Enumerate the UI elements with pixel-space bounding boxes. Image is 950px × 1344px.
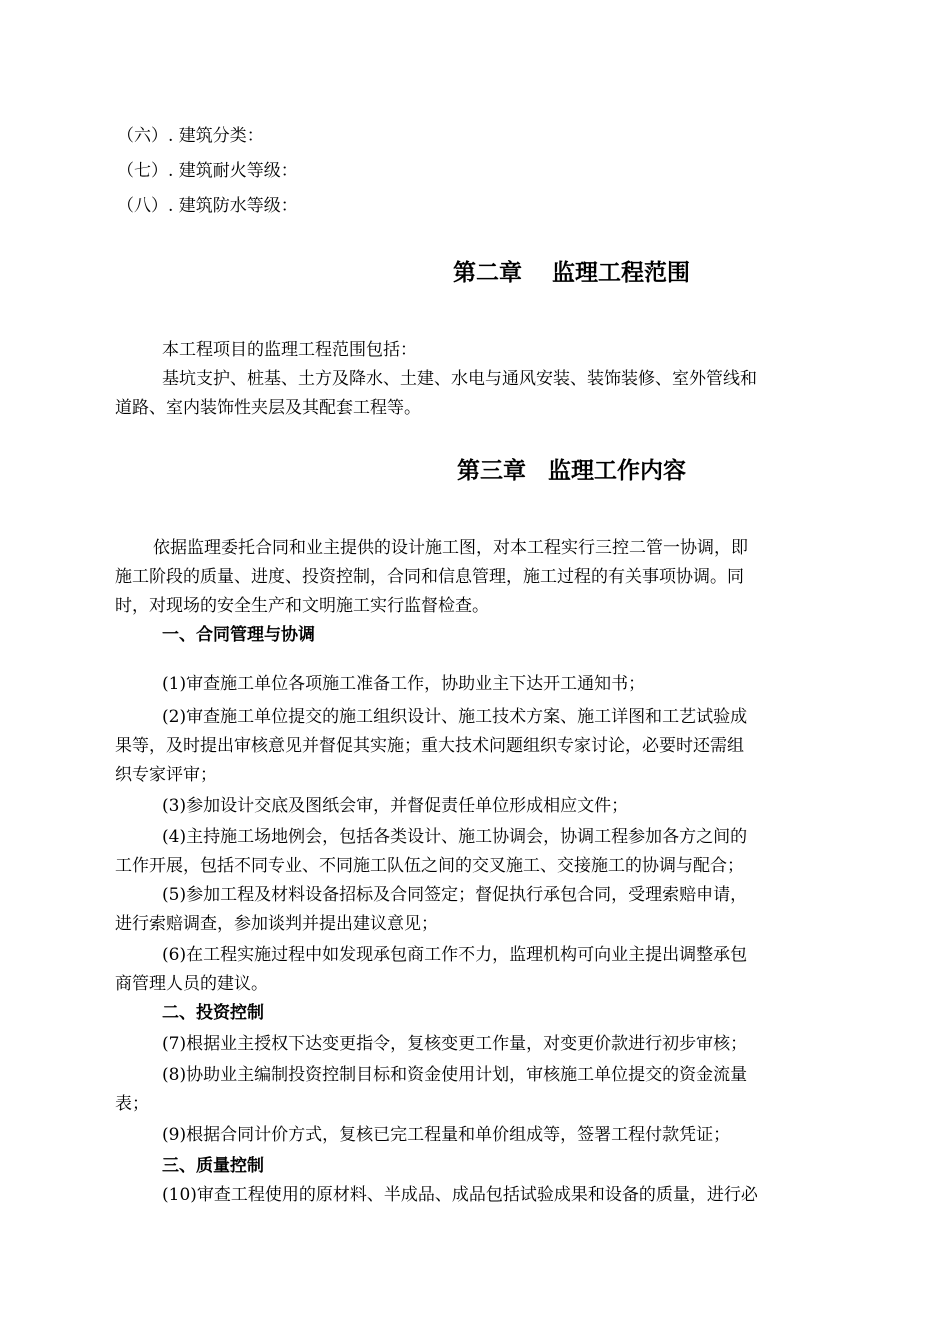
list-item-line: 果等，及时提出审核意见并督促其实施；重大技术问题组织专家讨论，必要时还需组 bbox=[115, 736, 744, 756]
list-item-line: (8)协助业主编制投资控制目标和资金使用计划，审核施工单位提交的资金流量 bbox=[162, 1065, 748, 1085]
list-item-line: (1)审查施工单位各项施工准备工作，协助业主下达开工通知书； bbox=[162, 674, 646, 694]
chapter2-line: 道路、室内装饰性夹层及其配套工程等。 bbox=[115, 398, 421, 418]
list-item-line: (10)审查工程使用的原材料、半成品、成品包括试验成果和设备的质量，进行必 bbox=[162, 1185, 758, 1205]
chapter3-heading bbox=[457, 456, 686, 486]
chapter2-title: 监理工程范围 bbox=[552, 260, 690, 286]
intro-item-8: （八）. 建筑防水等级： bbox=[117, 196, 298, 216]
section-heading-quality: 三、质量控制 bbox=[162, 1156, 264, 1176]
list-item-line: (4)主持施工场地例会，包括各类设计、施工协调会，协调工程参加各方之间的 bbox=[162, 827, 748, 847]
list-item-line: (3)参加设计交底及图纸会审，并督促责任单位形成相应文件； bbox=[162, 796, 629, 816]
chapter3-number: 第三章 bbox=[457, 458, 526, 484]
chapter2-line: 本工程项目的监理工程范围包括： bbox=[162, 340, 417, 360]
chapter3-intro-line: 时，对现场的安全生产和文明施工实行监督检查。 bbox=[115, 596, 489, 616]
section-heading-contract: 一、合同管理与协调 bbox=[162, 625, 315, 645]
section-heading-investment: 二、投资控制 bbox=[162, 1003, 264, 1023]
list-item-line: 工作开展，包括不同专业、不同施工队伍之间的交叉施工、交接施工的协调与配合； bbox=[115, 856, 744, 876]
list-item-line: 商管理人员的建议。 bbox=[115, 974, 268, 994]
list-item-line: (5)参加工程及材料设备招标及合同签定；督促执行承包合同，受理索赔申请， bbox=[162, 885, 748, 905]
list-item-line: (2)审查施工单位提交的施工组织设计、施工技术方案、施工详图和工艺试验成 bbox=[162, 707, 748, 727]
chapter3-intro-line: 施工阶段的质量、进度、投资控制，合同和信息管理，施工过程的有关事项协调。同 bbox=[115, 567, 744, 587]
list-item-line: 表； bbox=[115, 1094, 149, 1114]
list-item-line: (7)根据业主授权下达变更指令，复核变更工作量，对变更价款进行初步审核； bbox=[162, 1034, 748, 1054]
list-item-line: 进行索赔调查，参加谈判并提出建议意见； bbox=[115, 914, 438, 934]
chapter3-intro-line: 依据监理委托合同和业主提供的设计施工图，对本工程实行三控二管一协调，即 bbox=[153, 538, 748, 558]
chapter2-line: 基坑支护、桩基、土方及降水、土建、水电与通风安装、装饰装修、室外管线和 bbox=[162, 369, 757, 389]
chapter3-title: 监理工作内容 bbox=[548, 458, 686, 484]
list-item-line: (6)在工程实施过程中如发现承包商工作不力，监理机构可向业主提出调整承包 bbox=[162, 945, 748, 965]
chapter2-number: 第二章 bbox=[453, 260, 522, 286]
intro-item-7: （七）. 建筑耐火等级： bbox=[117, 161, 298, 181]
list-item-line: (9)根据合同计价方式，复核已完工程量和单价组成等，签署工程付款凭证； bbox=[162, 1125, 731, 1145]
chapter2-heading bbox=[453, 258, 690, 288]
intro-item-6: （六）. 建筑分类： bbox=[117, 126, 264, 146]
list-item-line: 织专家评审； bbox=[115, 765, 217, 785]
